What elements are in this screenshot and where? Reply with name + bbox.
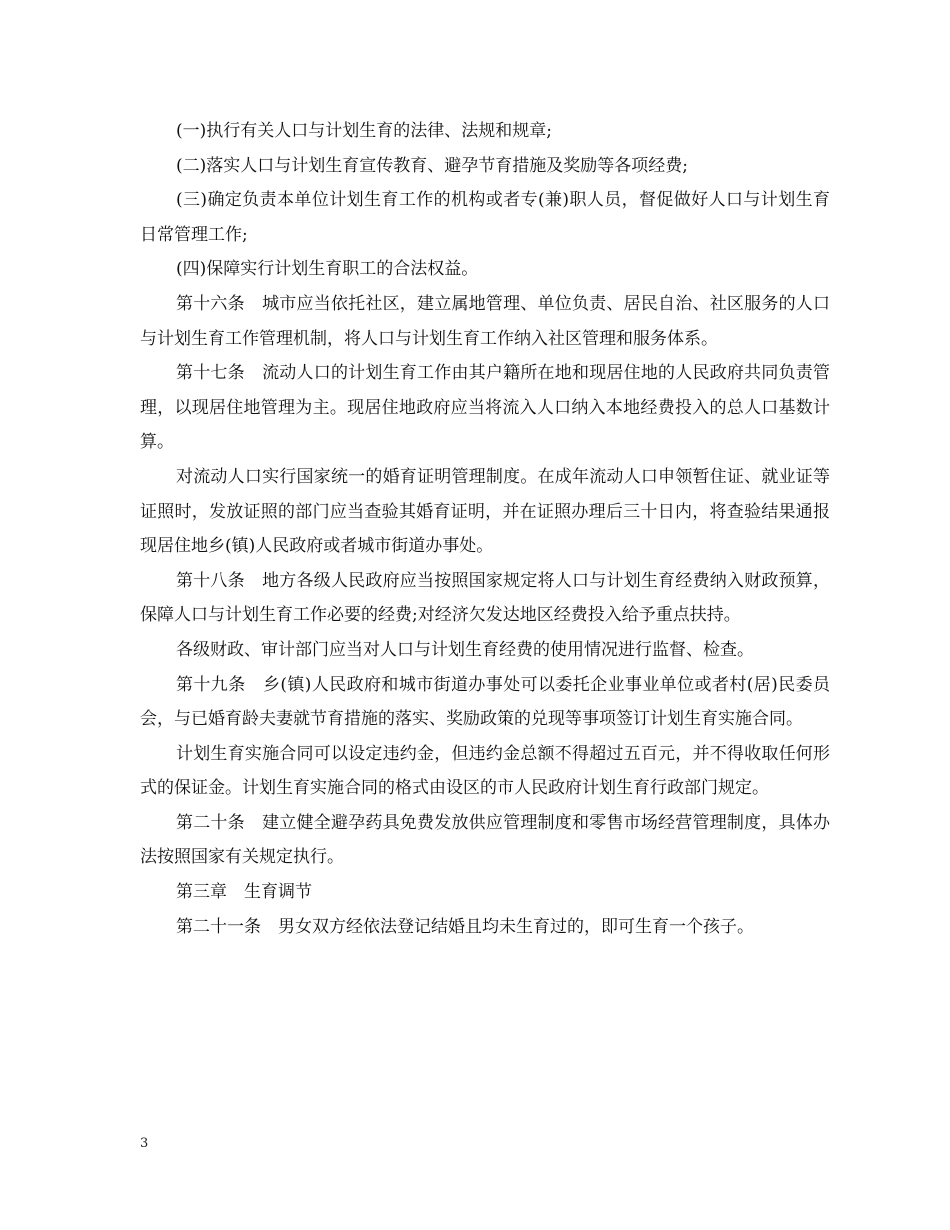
contract-penalty-paragraph: 计划生育实施合同可以设定违约金，但违约金总额不得超过五百元，并不得收取任何形式的保证金。计划生育实施合同的格式由设区的市人民政府计划生育行政部门规定。 <box>140 743 830 799</box>
paragraph-item-1: (一)执行有关人口与计划生育的法律、法规和规章; <box>176 121 552 141</box>
article-16-paragraph: 第十六条 城市应当依托社区，建立属地管理、单位负责、居民自治、社区服务的人口与计划生育工作管理机制，将人口与计划生育工作纳入社区管理和服务体系。 <box>140 293 830 349</box>
article-20-paragraph: 第二十条 建立健全避孕药具免费发放供应管理制度和零售市场经营管理制度，具体办法按照国家有关规定执行。 <box>140 812 830 868</box>
chapter-3-heading: 第三章 生育调节 <box>176 882 312 903</box>
migrant-marriage-certificate-paragraph: 对流动人口实行国家统一的婚育证明管理制度。在成年流动人口申领暂住证、就业证等证照时，发放证照的部门应当查验其婚育证明，并在证照办理后三十日内，将查验结果通报现居住地乡(镇)人民政府或者城市街道办事处。 <box>140 466 830 557</box>
audit-supervision-paragraph: 各级财政、审计部门应当对人口与计划生育经费的使用情况进行监督、检查。 <box>176 639 754 660</box>
page-number: 3 <box>140 1136 149 1151</box>
article-18-paragraph: 第十八条 地方各级人民政府应当按照国家规定将人口与计划生育经费纳入财政预算，保障人口与计划生育工作必要的经费;对经济欠发达地区经费投入给予重点扶持。 <box>140 570 830 626</box>
article-19-paragraph: 第十九条 乡(镇)人民政府和城市街道办事处可以委托企业事业单位或者村(居)民委员会，与已婚育龄夫妻就节育措施的落实、奖励政策的兑现等事项签订计划生育实施合同。 <box>140 674 830 730</box>
article-17-paragraph: 第十七条 流动人口的计划生育工作由其户籍所在地和现居住地的人民政府共同负责管理，以现居住地管理为主。现居住地政府应当将流入人口纳入本地经费投入的总人口基数计算。 <box>140 363 830 453</box>
paragraph-item-4: (四)保障实行计划生育职工的合法权益。 <box>176 259 479 280</box>
paragraph-item-3: (三)确定负责本单位计划生育工作的机构或者专(兼)职人员，督促做好人口与计划生育日常管理工作; <box>140 190 830 245</box>
paragraph-item-2: (二)落实人口与计划生育宣传教育、避孕节育措施及奖励等各项经费; <box>176 155 688 176</box>
article-21-paragraph: 第二十一条 男女双方经依法登记结婚且均未生育过的，即可生育一个孩子。 <box>176 916 754 937</box>
document-body <box>140 114 830 944</box>
